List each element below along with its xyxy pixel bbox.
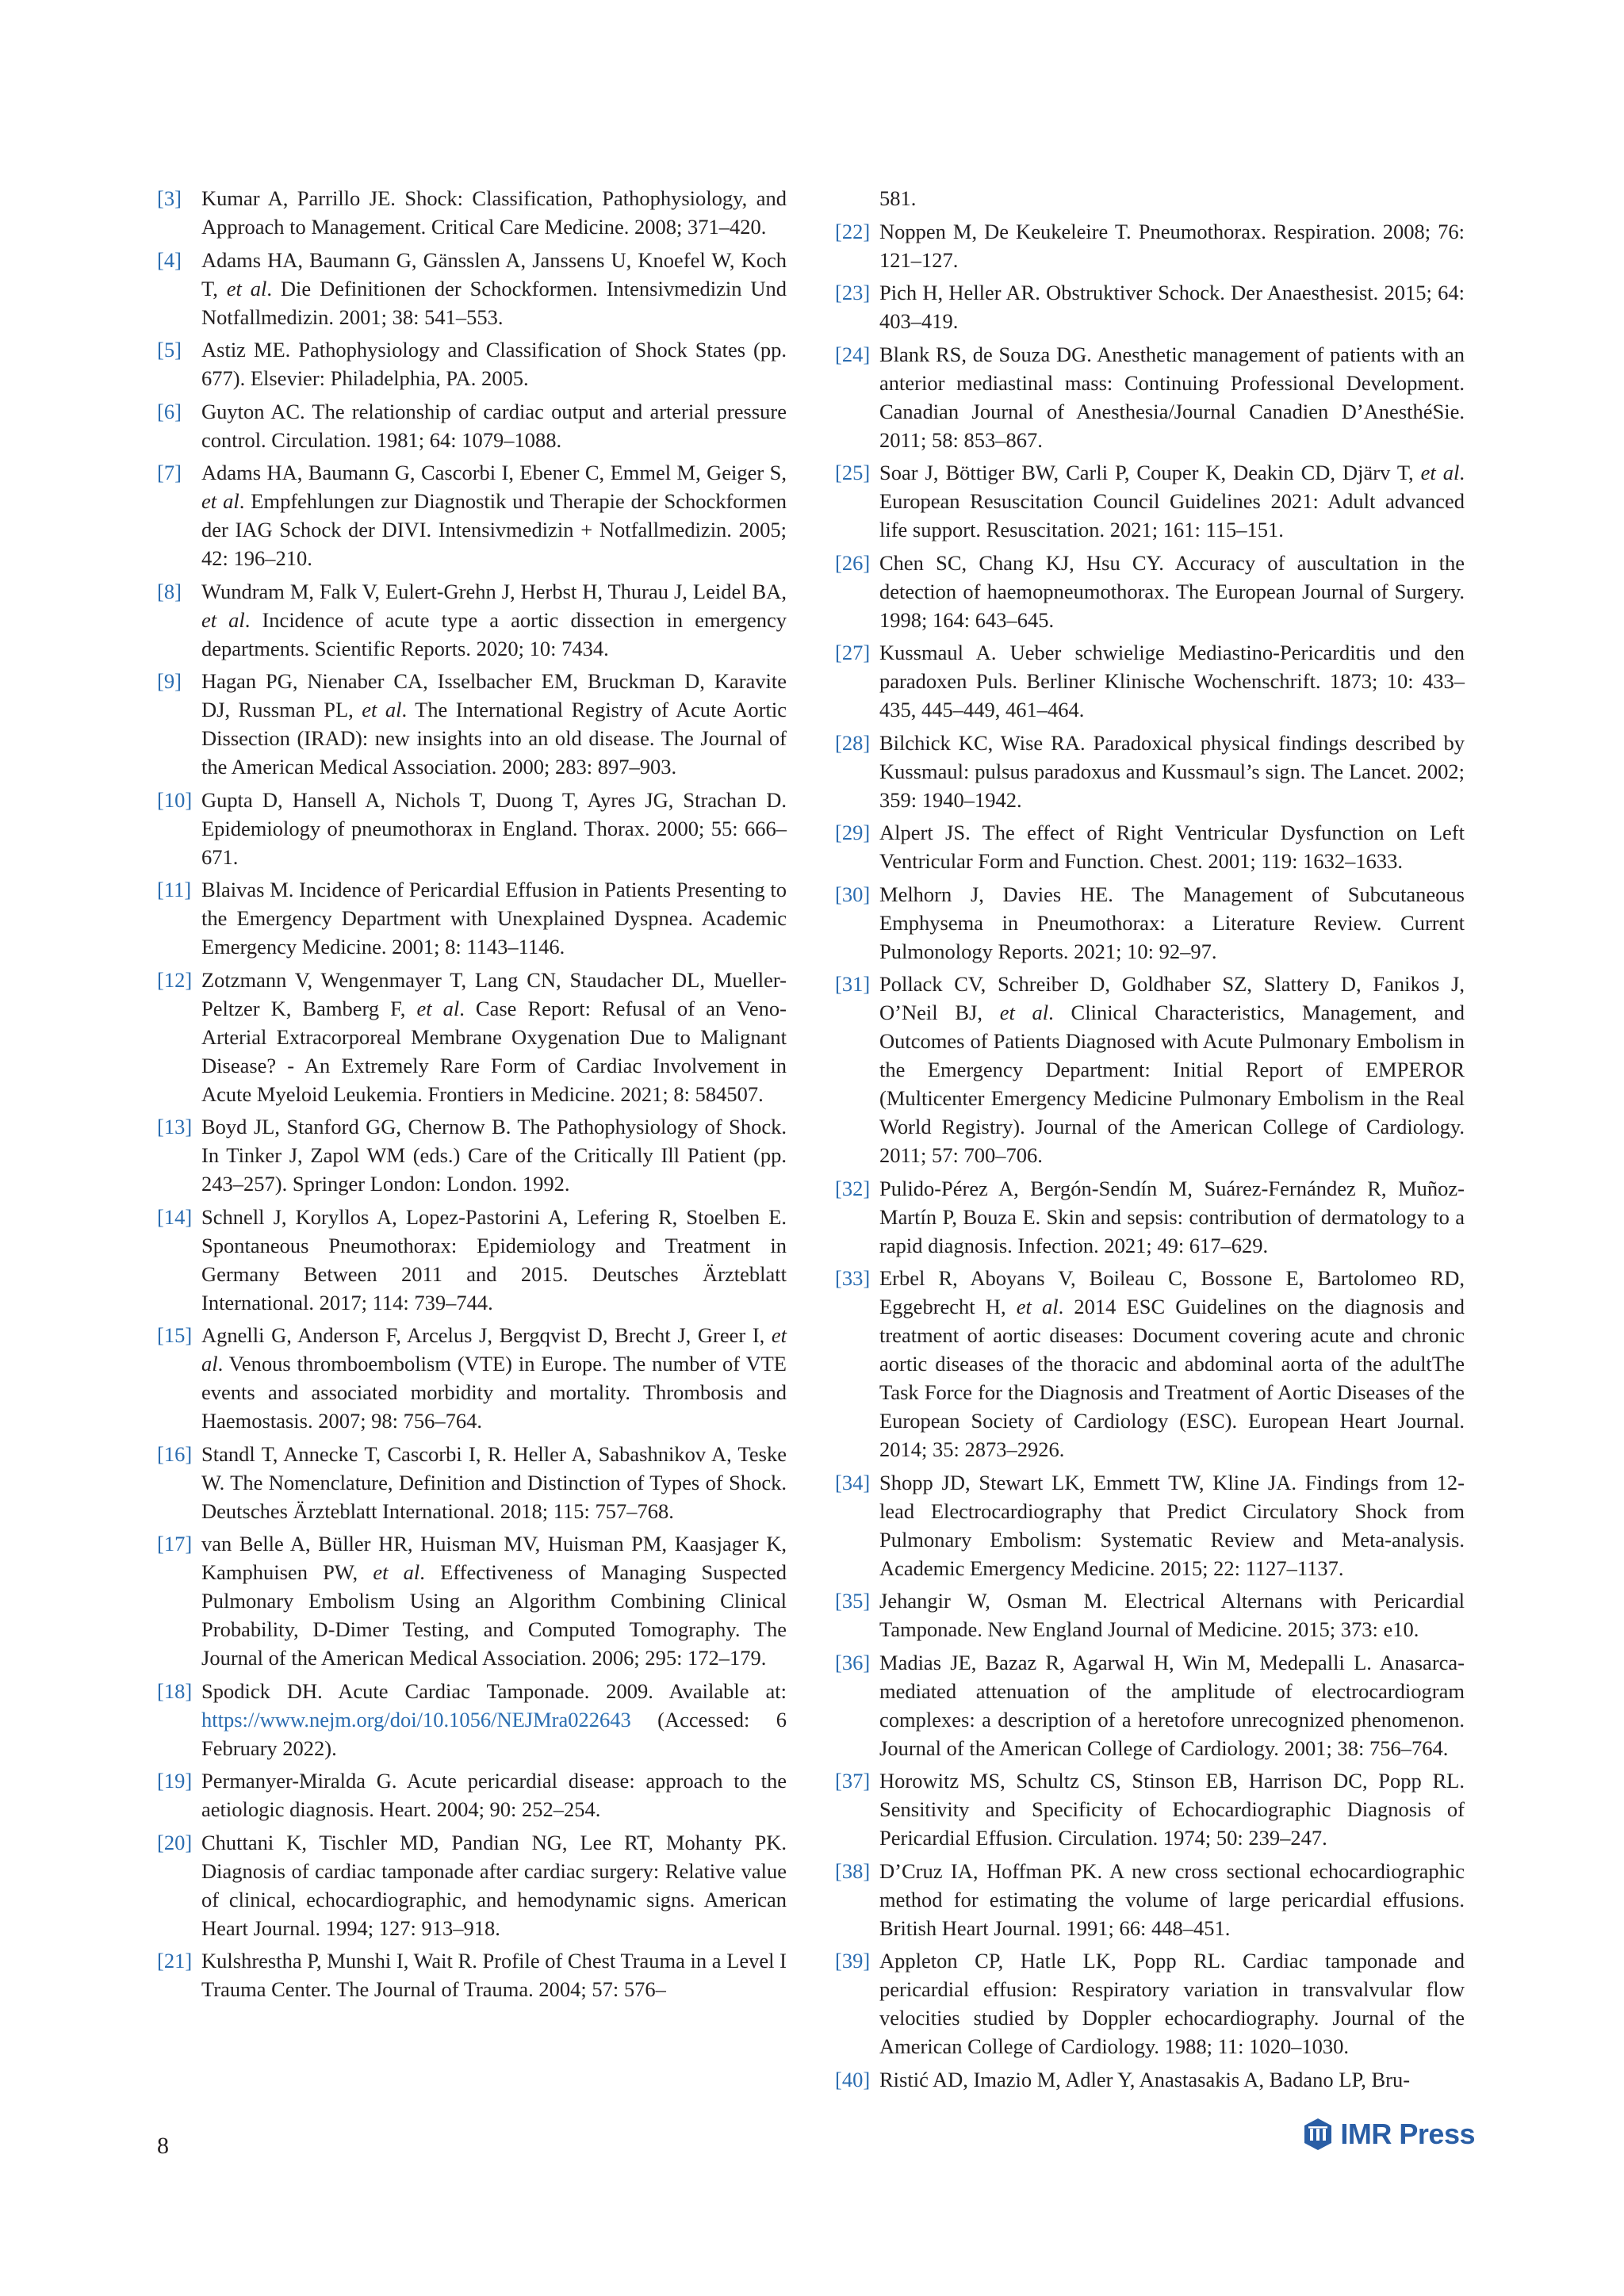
reference-link[interactable]: https://www.nejm.org/doi/10.1056/NEJMra022643 bbox=[201, 1707, 631, 1732]
reference-text: Chen SC, Chang KJ, Hsu CY. Accuracy of auscultation in the detection of haemopneumothorax. The European Journal of Surgery. 1998; 164: 643–645. bbox=[879, 550, 1465, 632]
reference-item bbox=[835, 340, 1465, 454]
reference-text: Bilchick KC, Wise RA. Paradoxical physical findings described by Kussmaul: pulsus paradoxus and Kussmaul’s sign. The Lancet. 2002; 359: 1940–1942. bbox=[879, 730, 1465, 812]
reference-number[interactable]: [23] bbox=[835, 281, 871, 304]
reference-text: Melhorn J, Davies HE. The Management of Subcutaneous Emphysema in Pneumothorax: a Literature Review. Current Pulmonology Reports. 2021; 10: 92–97. bbox=[879, 882, 1465, 963]
reference-item bbox=[157, 1946, 787, 2003]
reference-number[interactable]: [19] bbox=[157, 1769, 193, 1793]
reference-number[interactable]: [22] bbox=[835, 219, 871, 243]
publisher-logo-icon bbox=[1302, 2117, 1334, 2152]
reference-item bbox=[835, 1586, 1465, 1644]
reference-item bbox=[157, 246, 787, 331]
reference-number[interactable]: [40] bbox=[835, 2067, 871, 2091]
reference-text-part: (Accessed: 6 February 2022). bbox=[201, 1707, 787, 1760]
reference-number[interactable]: [10] bbox=[157, 787, 193, 812]
reference-item bbox=[157, 1677, 787, 1762]
reference-item bbox=[157, 1828, 787, 1942]
reference-number[interactable]: [13] bbox=[157, 1115, 193, 1138]
reference-number[interactable]: [17] bbox=[157, 1532, 193, 1556]
reference-text: Blank RS, de Souza DG. Anesthetic management of patients with an anterior mediastinal mass: Continuing Professional Development. Canadian Journal of Anesthesia/Journal Canadien D’AnesthéSie. 2011; 58: 853–867. bbox=[879, 342, 1465, 452]
reference-text: Pollack CV, Schreiber D, Goldhaber SZ, Slattery D, Fanikos J, O’Neil BJ, et al. Clinical Characteristics, Management, and Outcomes of Patients Diagnosed with Acute Pulmonary Embolism in the Emergency Department: Initial Report of EMPEROR (Multicenter Emergency Medicine Pulmonary Embolism in the Real World Registry). Journal of the American College of Cardiology. 2011; 57: 700–706. bbox=[879, 972, 1465, 1167]
reference-number[interactable]: [14] bbox=[157, 1204, 193, 1229]
reference-number[interactable]: [25] bbox=[835, 461, 871, 484]
publisher-name: IMR Press bbox=[1340, 2118, 1475, 2150]
reference-text: Soar J, Böttiger BW, Carli P, Couper K, Deakin CD, Djärv T, et al. European Resuscitation Council Guidelines 2021: Adult advanced life support. Resuscitation. 2021; 161: 115–151. bbox=[879, 461, 1465, 541]
reference-number[interactable]: [18] bbox=[157, 1678, 193, 1703]
reference-number[interactable]: [24] bbox=[835, 342, 871, 366]
reference-number[interactable]: [6] bbox=[157, 399, 182, 423]
reference-item bbox=[835, 1264, 1465, 1464]
reference-number[interactable]: [26] bbox=[835, 550, 871, 575]
reference-text: Noppen M, De Keukeleire T. Pneumothorax. Respiration. 2008; 76: 121–127. bbox=[879, 219, 1465, 272]
reference-number[interactable]: [30] bbox=[835, 882, 871, 906]
reference-number[interactable]: [8] bbox=[157, 579, 182, 603]
reference-number[interactable]: [27] bbox=[835, 641, 871, 664]
reference-item bbox=[157, 335, 787, 392]
reference-item bbox=[835, 1174, 1465, 1260]
reference-item bbox=[157, 1440, 787, 1525]
reference-text: Schnell J, Koryllos A, Lopez-Pastorini A, Lefering R, Stoelben E. Spontaneous Pneumothorax: Epidemiology and Treatment in Germany Between 2011 and 2015. Deutsches Ärzteblatt International. 2017; 114: 739–744. bbox=[201, 1204, 787, 1314]
reference-text: Astiz ME. Pathophysiology and Classification of Shock States (pp. 677). Elsevier: Philadelphia, PA. 2005. bbox=[201, 338, 787, 390]
reference-number[interactable]: [29] bbox=[835, 821, 871, 844]
reference-number[interactable]: [28] bbox=[835, 730, 871, 755]
reference-item bbox=[157, 397, 787, 454]
reference-number[interactable]: [12] bbox=[157, 967, 193, 992]
reference-number[interactable]: [36] bbox=[835, 1650, 871, 1674]
reference-number[interactable]: [33] bbox=[835, 1266, 871, 1290]
reference-text: D’Cruz IA, Hoffman PK. A new cross sectional echocardiographic method for estimating the volume of large pericardial effusions. British Heart Journal. 1991; 66: 448–451. bbox=[879, 1858, 1465, 1940]
reference-number[interactable]: [9] bbox=[157, 669, 182, 693]
reference-number[interactable]: [5] bbox=[157, 338, 182, 362]
reference-text: Zotzmann V, Wengenmayer T, Lang CN, Staudacher DL, Mueller-Peltzer K, Bamberg F, et al. Case Report: Refusal of an Veno-Arterial Extracorporeal Membrane Oxygenation Due to Malignant Disease? - An Extremely Rare Form of Cardiac Involvement in Acute Myeloid Leukemia. Frontiers in Medicine. 2021; 8: 584507. bbox=[201, 967, 787, 1106]
reference-item bbox=[835, 818, 1465, 875]
reference-number[interactable]: [21] bbox=[157, 1949, 193, 1973]
reference-number[interactable]: [20] bbox=[157, 1830, 193, 1854]
reference-text: Guyton AC. The relationship of cardiac output and arterial pressure control. Circulation. 1981; 64: 1079–1088. bbox=[201, 399, 787, 452]
reference-text: Alpert JS. The effect of Right Ventricular Dysfunction on Left Ventricular Form and Function. Chest. 2001; 119: 1632–1633. bbox=[879, 821, 1465, 873]
reference-number[interactable]: [11] bbox=[157, 878, 192, 901]
publisher-logo bbox=[1302, 2117, 1475, 2152]
reference-number[interactable]: [3] bbox=[157, 186, 182, 210]
reference-item bbox=[157, 1321, 787, 1435]
references-right-column bbox=[835, 184, 1465, 2098]
reference-item bbox=[835, 1946, 1465, 2061]
reference-number[interactable]: [39] bbox=[835, 1949, 871, 1973]
references-left-column bbox=[157, 184, 787, 2008]
reference-number[interactable]: [32] bbox=[835, 1176, 871, 1200]
reference-item bbox=[835, 1766, 1465, 1852]
reference-text: Appleton CP, Hatle LK, Popp RL. Cardiac tamponade and pericardial effusion: Respiratory variation in transvalvular flow velocities studied by Doppler echocardiography. Journal of the American College of Cardiology. 1988; 11: 1020–1030. bbox=[879, 1949, 1465, 2058]
reference-item bbox=[157, 966, 787, 1108]
reference-text: Blaivas M. Incidence of Pericardial Effusion in Patients Presenting to the Emergency Department with Unexplained Dyspnea. Academic Emergency Medicine. 2001; 8: 1143–1146. bbox=[201, 878, 787, 959]
reference-text: Ristić AD, Imazio M, Adler Y, Anastasakis A, Badano LP, Bru- bbox=[879, 2067, 1411, 2091]
reference-number[interactable]: [15] bbox=[157, 1323, 193, 1347]
reference-number[interactable]: [4] bbox=[157, 247, 182, 272]
reference-text: Adams HA, Baumann G, Cascorbi I, Ebener C, Emmel M, Geiger S, et al. Empfehlungen zur Diagnostik und Therapie der Schockformen der IAG Schock der DIVI. Intensivmedizin + Notfallmedizin. 2005; 42: 196–210. bbox=[201, 461, 787, 570]
reference-item bbox=[157, 1766, 787, 1823]
reference-item bbox=[835, 729, 1465, 814]
reference-item bbox=[157, 875, 787, 961]
page-number: 8 bbox=[157, 2133, 169, 2159]
reference-text: Wundram M, Falk V, Eulert-Grehn J, Herbst H, Thurau J, Leidel BA, et al. Incidence of acute type a aortic dissection in emergency departments. Scientific Reports. 2020; 10: 7434. bbox=[201, 579, 787, 660]
reference-text: Pulido-Pérez A, Bergón-Sendín M, Suárez-Fernández R, Muñoz-Martín P, Bouza E. Skin and sepsis: contribution of dermatology to a rapid diagnosis. Infection. 2021; 49: 617–629. bbox=[879, 1176, 1465, 1257]
reference-item bbox=[835, 217, 1465, 274]
reference-text: Gupta D, Hansell A, Nichols T, Duong T, Ayres JG, Strachan D. Epidemiology of pneumothorax in England. Thorax. 2000; 55: 666–671. bbox=[201, 787, 787, 869]
reference-item bbox=[157, 458, 787, 572]
reference-item bbox=[157, 184, 787, 241]
reference-text: Kumar A, Parrillo JE. Shock: Classification, Pathophysiology, and Approach to Management. Critical Care Medicine. 2008; 371–420. bbox=[201, 186, 787, 239]
reference-number[interactable]: [37] bbox=[835, 1769, 871, 1793]
reference-item bbox=[157, 1203, 787, 1317]
reference-text: Shopp JD, Stewart LK, Emmett TW, Kline JA. Findings from 12-lead Electrocardiography that Predict Circulatory Shock from Pulmonary Embolism: Systematic Review and Meta-analysis. Academic Emergency Medicine. 2015; 22: 1127–1137. bbox=[879, 1470, 1465, 1580]
reference-text: van Belle A, Büller HR, Huisman MV, Huisman PM, Kaasjager K, Kamphuisen PW, et al. Effectiveness of Managing Suspected Pulmonary Embolism Using an Algorithm Combining Clinical Probability, D-Dimer Testing, and Computed Tomography. The Journal of the American Medical Association. 2006; 295: 172–179. bbox=[201, 1532, 787, 1670]
reference-number[interactable]: [35] bbox=[835, 1589, 871, 1613]
reference-text: Madias JE, Bazaz R, Agarwal H, Win M, Medepalli L. Anasarca-mediated attenuation of the amplitude of electrocardiogram complexes: a description of a heretofore unrecognized phenomenon. Journal of the American College of Cardiology. 2001; 38: 756–764. bbox=[879, 1650, 1465, 1760]
reference-item bbox=[157, 786, 787, 871]
reference-item bbox=[835, 880, 1465, 966]
reference-number[interactable]: [16] bbox=[157, 1441, 193, 1466]
reference-number[interactable]: [31] bbox=[835, 972, 871, 996]
reference-number[interactable]: [34] bbox=[835, 1470, 871, 1494]
reference-item bbox=[835, 549, 1465, 634]
reference-number[interactable]: [38] bbox=[835, 1858, 871, 1883]
reference-text: Agnelli G, Anderson F, Arcelus J, Bergqvist D, Brecht J, Greer I, et al. Venous thromboembolism (VTE) in Europe. The number of VTE events and associated morbidity and mortality. Thrombosis and Haemostasis. 2007; 98: 756–764. bbox=[201, 1323, 787, 1433]
reference-item bbox=[835, 2065, 1465, 2094]
reference-item bbox=[835, 1648, 1465, 1762]
reference-item bbox=[157, 667, 787, 781]
reference-text: Pich H, Heller AR. Obstruktiver Schock. Der Anaesthesist. 2015; 64: 403–419. bbox=[879, 281, 1465, 333]
reference-item bbox=[157, 1529, 787, 1672]
reference-item bbox=[157, 577, 787, 663]
reference-text-part: Spodick DH. Acute Cardiac Tamponade. 2009. Available at: bbox=[201, 1678, 787, 1703]
reference-text: Boyd JL, Stanford GG, Chernow B. The Pathophysiology of Shock. In Tinker J, Zapol WM (eds.) Care of the Critically Ill Patient (pp. 243–257). Springer London: London. 1992. bbox=[201, 1115, 787, 1196]
reference-item bbox=[835, 638, 1465, 724]
reference-item bbox=[835, 970, 1465, 1169]
reference-text bbox=[201, 1677, 787, 1762]
reference-item bbox=[835, 278, 1465, 335]
reference-text: Chuttani K, Tischler MD, Pandian NG, Lee RT, Mohanty PK. Diagnosis of cardiac tamponade after cardiac surgery: Relative value of clinical, echocardiographic, and hemodynamic signs. American Heart Journal. 1994; 127: 913–918. bbox=[201, 1830, 787, 1940]
reference-item bbox=[835, 1857, 1465, 1942]
reference-text: Permanyer-Miralda G. Acute pericardial disease: approach to the aetiologic diagnosis. Heart. 2004; 90: 252–254. bbox=[201, 1769, 787, 1821]
reference-continuation: 581. bbox=[879, 186, 917, 210]
reference-item bbox=[835, 1468, 1465, 1582]
reference-text: Horowitz MS, Schultz CS, Stinson EB, Harrison DC, Popp RL. Sensitivity and Specificity of Echocardiographic Diagnosis of Pericardial Effusion. Circulation. 1974; 50: 239–247. bbox=[879, 1769, 1465, 1850]
reference-text: Jehangir W, Osman M. Electrical Alternans with Pericardial Tamponade. New England Journal of Medicine. 2015; 373: e10. bbox=[879, 1589, 1465, 1641]
reference-item bbox=[835, 458, 1465, 544]
reference-item bbox=[157, 1112, 787, 1198]
reference-text: Erbel R, Aboyans V, Boileau C, Bossone E, Bartolomeo RD, Eggebrecht H, et al. 2014 ESC Guidelines on the diagnosis and treatment of aortic diseases: Document covering acute and chronic aortic diseases of the thoracic and abdominal aorta of the adultThe Task Force for the Diagnosis and Treatment of Aortic Diseases of the European Society of Cardiology (ESC). European Heart Journal. 2014; 35: 2873–2926. bbox=[879, 1266, 1465, 1461]
reference-text: Kulshrestha P, Munshi I, Wait R. Profile of Chest Trauma in a Level I Trauma Center. The Journal of Trauma. 2004; 57: 576– bbox=[201, 1949, 787, 2001]
reference-text: Kussmaul A. Ueber schwielige Mediastino-Pericarditis und den paradoxen Puls. Berliner Klinische Wochenschrift. 1873; 10: 433–435, 445–449, 461–464. bbox=[879, 641, 1465, 721]
reference-number[interactable]: [7] bbox=[157, 461, 182, 484]
reference-text: Adams HA, Baumann G, Gänsslen A, Janssens U, Knoefel W, Koch T, et al. Die Definitionen der Schockformen. Intensivmedizin Und Notfallmedizin. 2001; 38: 541–553. bbox=[201, 247, 787, 329]
reference-text: Hagan PG, Nienaber CA, Isselbacher EM, Bruckman D, Karavite DJ, Russman PL, et al. The International Registry of Acute Aortic Dissection (IRAD): new insights into an old disease. The Journal of the American Medical Association. 2000; 283: 897–903. bbox=[201, 669, 787, 779]
reference-text: Standl T, Annecke T, Cascorbi I, R. Heller A, Sabashnikov A, Teske W. The Nomenclature, Definition and Distinction of Types of Shock. Deutsches Ärzteblatt International. 2018; 115: 757–768. bbox=[201, 1441, 787, 1523]
